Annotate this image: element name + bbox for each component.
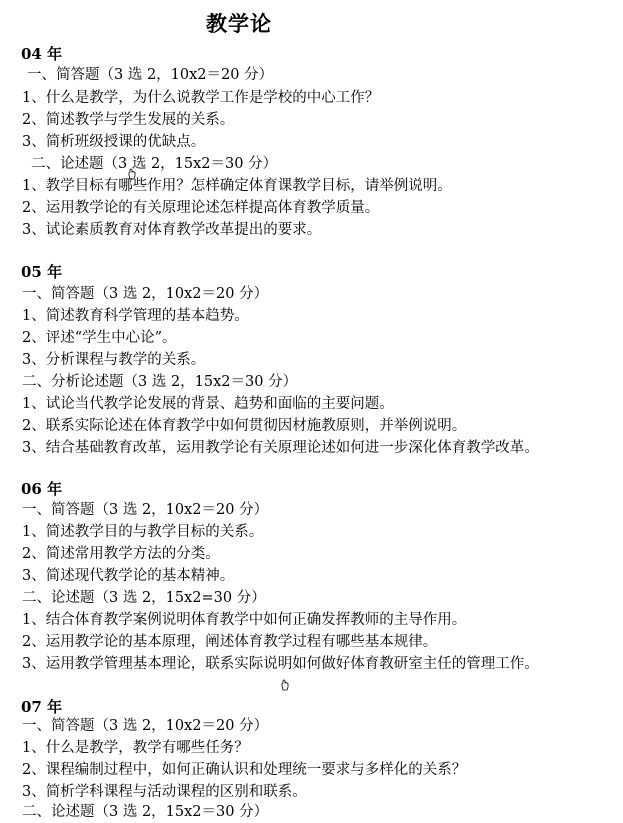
section-heading: 一、简答题（3 选 2，10x2＝20 分） <box>22 502 269 518</box>
section-heading: 二、论述题（3 选 2，15x2＝30 分） <box>22 804 269 820</box>
year-heading-06: 06 年 <box>21 480 63 498</box>
question-line: 1、什么是教学，为什么说教学工作是学校的中心工作？ <box>22 90 380 106</box>
question-line: 2、简述常用教学方法的分类。 <box>22 546 220 562</box>
section-heading: 二、分析论述题（3 选 2，15x2＝30 分） <box>22 374 298 390</box>
section-heading: 一、简答题（3 选 2，10x2＝20 分） <box>27 67 274 83</box>
question-line: 2、联系实际论述在体育教学中如何贯彻因材施教原则，并举例说明。 <box>22 418 467 434</box>
question-line: 3、简析学科课程与活动课程的区别和联系。 <box>22 784 307 800</box>
question-line: 1、教学目标有哪些作用？怎样确定体育课教学目标，请举例说明。 <box>22 178 452 194</box>
question-line: 3、简述现代教学论的基本精神。 <box>22 568 235 584</box>
question-line: 2、简述教学与学生发展的关系。 <box>22 112 235 128</box>
question-line: 1、试论当代教学论发展的背景、趋势和面临的主要问题。 <box>22 396 394 412</box>
question-line: 1、简述教育科学管理的基本趋势。 <box>22 308 249 324</box>
question-line: 3、结合基础教育改革，运用教学论有关原理论述如何进一步深化体育教学改革。 <box>22 440 539 456</box>
question-line: 2、课程编制过程中，如何正确认识和处理统一要求与多样化的关系？ <box>22 762 467 778</box>
hand-cursor-icon <box>126 168 138 180</box>
hand-cursor-icon <box>279 679 291 691</box>
document-title: 教学论 <box>206 11 272 36</box>
year-heading-05: 05 年 <box>21 263 63 281</box>
question-line: 1、结合体育教学案例说明体育教学中如何正确发挥教师的主导作用。 <box>22 612 467 628</box>
question-line: 1、简述教学目的与教学目标的关系。 <box>22 524 264 540</box>
question-line: 2、运用教学论的基本原理，阐述体育教学过程有哪些基本规律。 <box>22 634 438 650</box>
question-line: 2、评述“学生中心论”。 <box>22 330 177 346</box>
section-heading: 二、论述题（3 选 2，15x2=30 分） <box>22 590 266 606</box>
question-line: 3、试论素质教育对体育教学改革提出的要求。 <box>22 222 322 238</box>
section-heading: 二、论述题（3 选 2，15x2＝30 分） <box>31 156 278 172</box>
question-line: 3、简析班级授课的优缺点。 <box>22 134 206 150</box>
section-heading: 一、简答题（3 选 2，10x2＝20 分） <box>22 718 269 734</box>
question-line: 2、运用教学论的有关原理论述怎样提高体育教学质量。 <box>22 200 380 216</box>
question-line: 3、运用教学管理基本理论，联系实际说明如何做好体育教研室主任的管理工作。 <box>22 656 539 672</box>
section-heading: 一、简答题（3 选 2，10x2＝20 分） <box>22 286 269 302</box>
question-line: 1、什么是教学，教学有哪些任务？ <box>22 740 249 756</box>
year-heading-07: 07 年 <box>21 698 63 716</box>
question-line: 3、分析课程与教学的关系。 <box>22 352 206 368</box>
year-heading-04: 04 年 <box>21 45 63 63</box>
